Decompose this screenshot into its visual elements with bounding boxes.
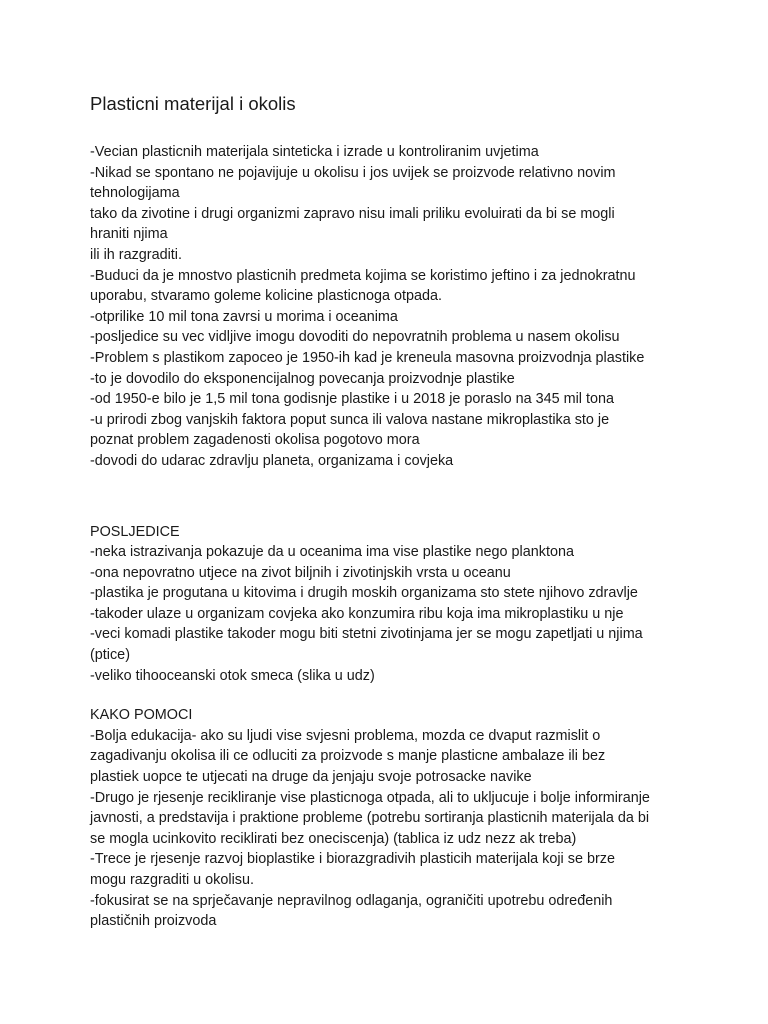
- consequences-section: [90, 522, 680, 687]
- text-line: -Trece je rjesenje razvoj bioplastike i biorazgradivih plasticih materijala koji se brze: [90, 851, 615, 868]
- text-line: (ptice): [90, 647, 130, 664]
- text-line: hraniti njima: [90, 226, 168, 243]
- intro-section: [90, 142, 680, 472]
- text-line: mogu razgraditi u okolisu.: [90, 872, 254, 888]
- document-body: [90, 142, 680, 932]
- text-line: -veliko tihooceanski otok smeca (slika u udz): [90, 667, 375, 684]
- section-spacer: [90, 686, 680, 705]
- text-line: -u prirodi zbog vanjskih faktora poput sunca ili valova nastane mikroplastika sto je: [90, 411, 610, 428]
- section-spacer: [90, 472, 680, 522]
- text-line: zagadivanju okolisa ili ce odluciti za proizvode s manje plasticne ambalaze ili bez: [90, 748, 606, 765]
- text-line: -Buduci da je mnostvo plasticnih predmeta kojima se koristimo jeftino i za jednokratnu: [90, 267, 636, 284]
- document-title: Plasticni materijal i okolis: [90, 93, 296, 114]
- text-line: -plastika je progutana u kitovima i drugih moskih organizama sto stete njihovo zdravlje: [90, 585, 638, 602]
- text-line: -Drugo je rjesenje recikliranje vise plasticnoga otpada, ali to ukljucuje i bolje informiranje: [90, 789, 650, 806]
- text-line: tako da zivotine i drugi organizmi zapravo nisu imali priliku evoluirati da bi se mogli: [90, 205, 615, 222]
- how-to-help-section: [90, 705, 680, 932]
- text-line: -ona nepovratno utjece na zivot biljnih i zivotinjskih vrsta u oceanu: [90, 564, 511, 581]
- text-line: -neka istrazivanja pokazuje da u oceanima ima vise plastike nego planktona: [90, 544, 574, 561]
- text-line: tehnologijama: [90, 185, 180, 202]
- section-heading-kako-pomoci: KAKO POMOCI: [90, 707, 193, 724]
- text-line: -Nikad se spontano ne pojavijuje u okolisu i jos uvijek se proizvode relativno novim: [90, 164, 616, 181]
- text-line: -veci komadi plastike takoder mogu biti stetni zivotinjama jer se mogu zapetljati u njima: [90, 626, 643, 643]
- text-line: -dovodi do udarac zdravlju planeta, organizama i covjeka: [90, 452, 454, 469]
- text-line: ili ih razgraditi.: [90, 246, 182, 263]
- text-line: -Vecian plasticnih materijala sinteticka i izrade u kontroliranim uvjetima: [90, 144, 539, 160]
- text-line: -od 1950-e bilo je 1,5 mil tona godisnje plastike i u 2018 je poraslo na 345 mil tona: [90, 391, 614, 408]
- text-line: se mogla ucinkovito reciklirati bez oneciscenja) (tablica iz udz nezz ak treba): [90, 830, 577, 847]
- text-line: -to je dovodilo do eksponencijalnog povecanja proizvodnje plastike: [90, 370, 515, 387]
- text-line: -fokusirat se na sprječavanje nepravilnog odlaganja, ograničiti upotrebu određenih: [90, 892, 613, 909]
- text-line: -Problem s plastikom zapoceo je 1950-ih kad je kreneula masovna proizvodnja plastike: [90, 349, 645, 366]
- text-line: plastičnih proizvoda: [90, 913, 217, 930]
- text-line: poznat problem zagadenosti okolisa pogotovo mora: [90, 432, 420, 449]
- text-line: uporabu, stvaramo goleme kolicine plasticnoga otpada.: [90, 288, 442, 305]
- text-line: javnosti, a predstavija i praktione probleme (potrebu sortiranja plasticnih materijala da bi: [90, 810, 650, 827]
- text-line: -takoder ulaze u organizam covjeka ako konzumira ribu koja ima mikroplastiku u nje: [90, 605, 624, 622]
- text-line: plastiek uopce te utjecati na druge da jenjaju svoje potrosacke navike: [90, 769, 532, 786]
- text-line: -otprilike 10 mil tona zavrsi u morima i oceanima: [90, 308, 398, 325]
- text-line: -Bolja edukacija- ako su ljudi vise svjesni problema, mozda ce dvaput razmislit o: [90, 727, 601, 744]
- text-line: -posljedice su vec vidljive imogu dovoditi do nepovratnih problema u nasem okolisu: [90, 329, 620, 346]
- section-heading-posljedice: POSLJEDICE: [90, 523, 180, 540]
